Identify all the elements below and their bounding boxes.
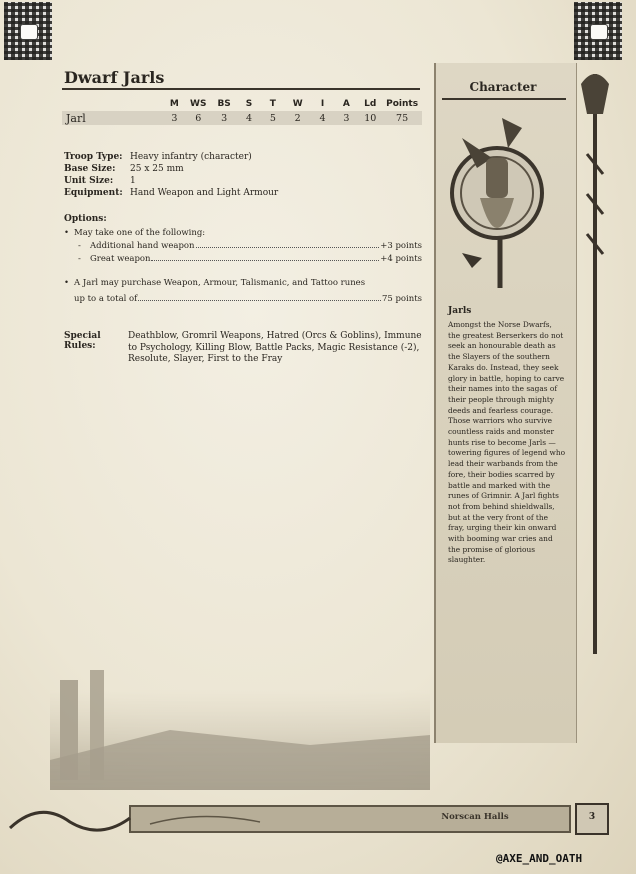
info-value: Heavy infantry (character): [130, 152, 252, 162]
info-key: Troop Type:: [64, 152, 123, 162]
sidebar-divider: [442, 98, 566, 100]
ruins-illustration: [50, 650, 430, 790]
info-row: [64, 152, 278, 164]
stat-value: 5: [269, 112, 276, 124]
sidebar-subheading: Jarls: [448, 306, 472, 316]
info-key: Unit Size:: [64, 176, 114, 186]
stat-header: Points: [386, 99, 419, 109]
stat-table: [62, 97, 422, 125]
rune-option-text: • A Jarl may purchase Weapon, Armour, Talismanic, and Tattoo runes: [74, 278, 365, 288]
info-value: 25 x 25 mm: [130, 164, 184, 174]
stat-value-row: [62, 111, 422, 125]
option-item: [90, 241, 422, 251]
stat-header: M: [169, 99, 179, 109]
stat-value: 3: [171, 112, 178, 124]
info-value: Hand Weapon and Light Armour: [130, 188, 279, 198]
rune-option-label: up to a total of: [74, 294, 138, 304]
option-item: [90, 254, 422, 264]
stat-value: 4: [245, 112, 252, 124]
special-rules-text: Deathblow, Gromril Weapons, Hatred (Orcs & Goblins), Immune to Psychology, Killing Blow, Battle Packs, Magic Resistance (-2), Resolute, Slayer, First to the Fray: [128, 331, 422, 364]
stat-header: S: [245, 99, 253, 109]
dwarf-shield-emblem-icon: [442, 108, 560, 298]
rune-option-cost-line: [74, 294, 422, 304]
stat-header: A: [342, 99, 350, 109]
info-row: [64, 188, 278, 200]
stat-header: WS: [190, 99, 207, 109]
stat-value: 3: [343, 112, 350, 124]
sidebar-heading: Character: [469, 80, 537, 94]
page-number: 3: [588, 812, 596, 822]
info-key: Base Size:: [64, 164, 116, 174]
qr-code-icon: [4, 2, 52, 60]
page-title: Dwarf Jarls: [64, 68, 165, 87]
unit-info: [64, 152, 278, 200]
option-cost: +3 points: [380, 241, 422, 251]
info-value: 1: [130, 176, 136, 186]
stat-value: 75: [396, 112, 409, 124]
rune-option-cost: 75 points: [381, 294, 422, 304]
option-label: - Additional hand weapon: [90, 241, 195, 251]
info-row: [64, 176, 278, 188]
stat-row-name: Jarl: [66, 111, 86, 125]
special-rules: [64, 331, 424, 366]
stat-header: W: [292, 99, 303, 109]
info-key: Equipment:: [64, 188, 123, 198]
stat-header: Ld: [364, 99, 377, 109]
option-label: - Great weapon: [90, 254, 151, 264]
stat-value: 10: [364, 112, 377, 124]
stat-header: BS: [217, 99, 231, 109]
stat-value: 4: [319, 112, 326, 124]
footer-section-title: Norscan Halls: [441, 812, 509, 822]
social-handle: @AXE_AND_OATH: [496, 852, 583, 865]
stat-header: I: [320, 99, 325, 109]
stat-header-row: [62, 97, 422, 111]
axe-icon: [575, 64, 615, 664]
title-divider: [62, 88, 420, 90]
stat-value: 6: [195, 112, 202, 124]
options-intro: • May take one of the following:: [74, 228, 205, 238]
special-rules-label: Special Rules:: [64, 331, 101, 351]
stat-value: 3: [221, 112, 228, 124]
option-cost: +4 points: [380, 254, 422, 264]
stat-header: T: [269, 99, 276, 109]
scroll-ornament-icon: [0, 800, 636, 842]
options-heading: Options:: [64, 214, 107, 224]
info-row: [64, 164, 278, 176]
sidebar-text: Amongst the Norse Dwarfs, the greatest Berserkers do not seek an honourable death as the Slayers of the southern Karaks do. Instead, they seek glory in battle, hoping to carve their names into the sagas of their people through mighty deeds and fearless courage. Those warriors who survive countless raids and monster hunts rise to become Jarls —towering figures of legend who lead their warbands from the fore, their bodies scarred by battle and marked with the runes of Grimnir. A Jarl fights not from behind shieldwalls, but at the very front of the fray, urging their kin onward with booming war cries and the promise of glorious slaughter.: [448, 320, 566, 565]
stat-value: 2: [294, 112, 301, 124]
qr-code-icon: [574, 2, 622, 60]
